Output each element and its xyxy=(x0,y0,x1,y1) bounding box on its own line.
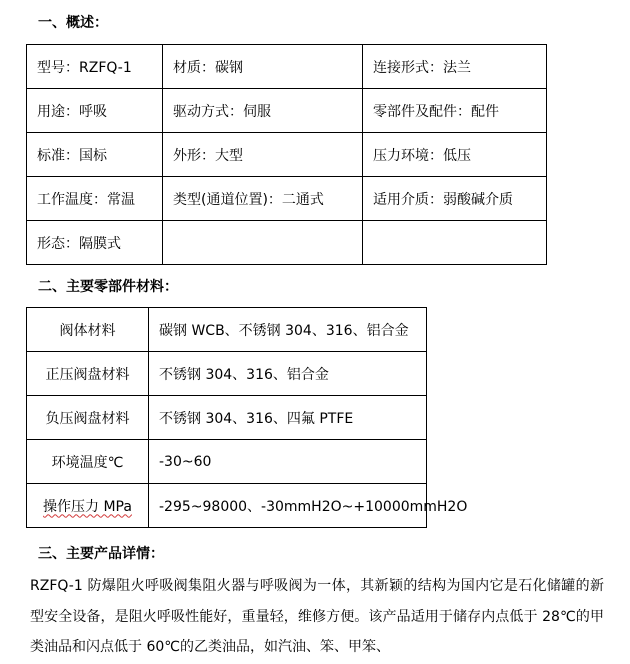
table-row xyxy=(27,133,547,177)
section1-heading: 一、概述： xyxy=(38,15,108,31)
table-cell: 驱动方式：伺服 xyxy=(163,89,363,133)
table-cell: 零部件及配件：配件 xyxy=(363,89,547,133)
table-cell: 用途：呼吸 xyxy=(27,89,163,133)
overview-table xyxy=(26,44,547,265)
material-value: -295~98000、-30mmH2O~+10000mmH2O xyxy=(149,484,427,528)
material-value: 不锈钢 304、316、铝合金 xyxy=(149,352,427,396)
table-row xyxy=(27,89,547,133)
section3-heading: 三、主要产品详情： xyxy=(38,546,164,562)
table-cell: 工作温度：常温 xyxy=(27,177,163,221)
table-cell: 连接形式：法兰 xyxy=(363,45,547,89)
table-cell: 材质：碳钢 xyxy=(163,45,363,89)
material-value: 碳钢 WCB、不锈钢 304、316、铝合金 xyxy=(149,308,427,352)
table-cell: 形态：隔膜式 xyxy=(27,221,163,265)
table-row xyxy=(27,221,547,265)
materials-table xyxy=(26,307,468,528)
table-cell: 类型(通道位置)：二通式 xyxy=(163,177,363,221)
pressure-label-text: 操作压力 MPa xyxy=(43,498,132,515)
table-row xyxy=(27,440,427,484)
table-cell: 外形：大型 xyxy=(163,133,363,177)
table-row xyxy=(27,396,427,440)
table-cell xyxy=(363,221,547,265)
material-label: 负压阀盘材料 xyxy=(27,396,149,440)
table-row xyxy=(27,308,427,352)
table-cell: 标准：国标 xyxy=(27,133,163,177)
table-cell: 适用介质：弱酸碱介质 xyxy=(363,177,547,221)
table-cell: 型号：RZFQ-1 xyxy=(27,45,163,89)
table-row xyxy=(27,45,547,89)
table-row xyxy=(27,484,427,528)
material-value: -30~60 xyxy=(149,440,427,484)
section2-heading: 二、主要零部件材料： xyxy=(38,279,178,295)
product-detail-paragraph: RZFQ-1 防爆阻火呼吸阀集阻火器与呼吸阀为一体，其新颖的结构为国内它是石化储罐的新型安全设备，是阻火呼吸性能好，重量轻，维修方便。该产品适用于储存内点低于 28℃的甲类油品和闪点低于 60℃的乙类油品，如汽油、笨、甲笨、 xyxy=(30,578,604,655)
material-label: 正压阀盘材料 xyxy=(27,352,149,396)
table-cell xyxy=(163,221,363,265)
table-cell: 压力环境：低压 xyxy=(363,133,547,177)
table-row xyxy=(27,352,427,396)
material-label: 阀体材料 xyxy=(27,308,149,352)
material-value: 不锈钢 304、316、四氟 PTFE xyxy=(149,396,427,440)
material-label xyxy=(27,484,149,528)
table-row xyxy=(27,177,547,221)
material-label: 环境温度℃ xyxy=(27,440,149,484)
